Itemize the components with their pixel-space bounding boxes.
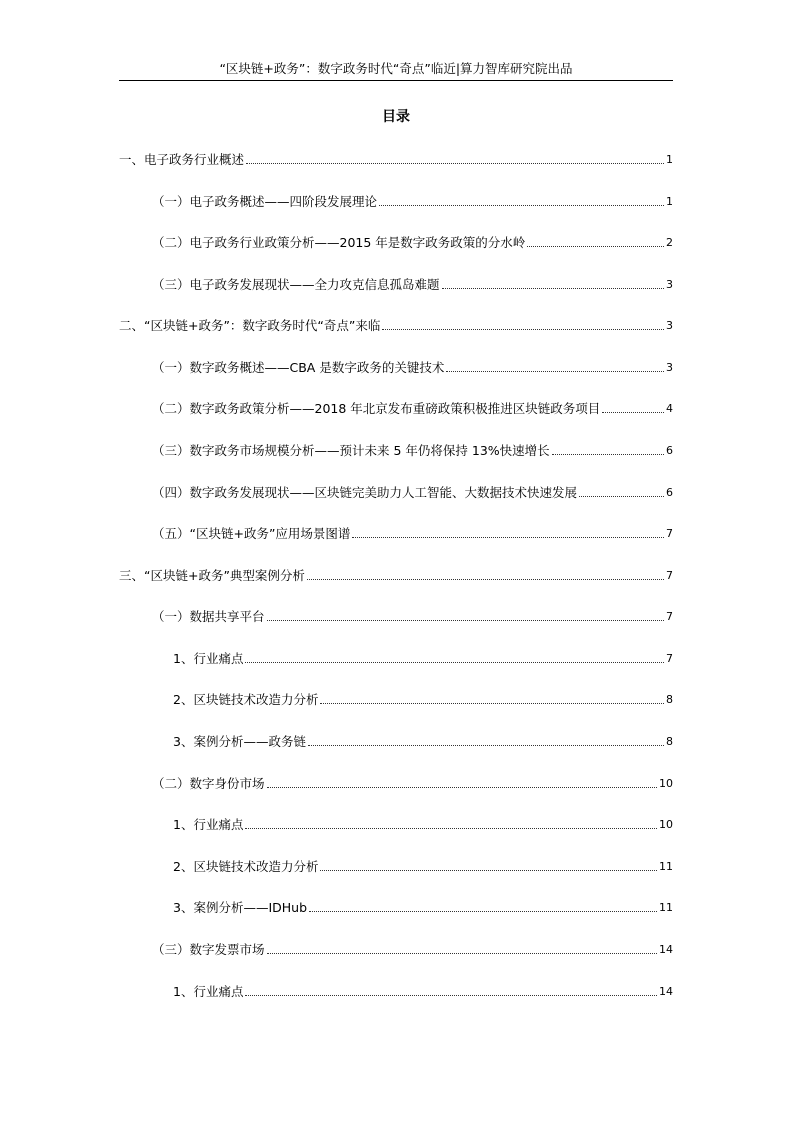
toc-entry-label: （五）“区块链+政务”应用场景图谱: [152, 526, 351, 541]
toc-entry-page: 7: [666, 569, 673, 582]
dot-leader: [267, 620, 664, 621]
dot-leader: [320, 703, 664, 704]
dot-leader: [442, 288, 664, 289]
dot-leader: [245, 995, 657, 996]
toc-entry-page: 8: [666, 693, 673, 706]
toc-entry-level2[interactable]: [152, 192, 673, 210]
dot-leader: [267, 953, 657, 954]
toc-entry-label: 三、“区块链+政务”典型案例分析: [119, 568, 305, 583]
toc-entry-label: 3、案例分析——政务链: [173, 734, 306, 749]
header-divider: [119, 80, 673, 81]
toc-entry-page: 14: [659, 985, 673, 998]
toc-entry-page: 11: [659, 901, 673, 914]
toc-entry-level2[interactable]: [152, 399, 673, 417]
toc-entry-level3[interactable]: [173, 690, 673, 708]
toc-entry-label: （二）数字身份市场: [152, 776, 265, 791]
toc-entry-label: 2、区块链技术改造力分析: [173, 692, 319, 707]
toc-entry-label: 3、案例分析——IDHub: [173, 900, 308, 915]
dot-leader: [245, 662, 664, 663]
dot-leader: [379, 205, 664, 206]
toc-entry-label: 1、行业痛点: [173, 651, 244, 666]
toc-entry-level2[interactable]: [152, 607, 673, 625]
toc-entry-page: 1: [666, 153, 673, 166]
toc-entry-level3[interactable]: [173, 732, 673, 750]
toc-entry-page: 7: [666, 610, 673, 623]
dot-leader: [527, 246, 664, 247]
toc-entry-level1[interactable]: [119, 566, 673, 584]
dot-leader: [352, 537, 664, 538]
toc-entry-label: （一）电子政务概述——四阶段发展理论: [152, 194, 378, 209]
dot-leader: [309, 911, 657, 912]
toc-entry-page: 3: [666, 319, 673, 332]
dot-leader: [579, 496, 664, 497]
toc-entry-label: （一）数据共享平台: [152, 609, 265, 624]
toc-entry-page: 6: [666, 486, 673, 499]
dot-leader: [320, 870, 657, 871]
dot-leader: [308, 745, 664, 746]
toc-entry-label: （二）电子政务行业政策分析——2015 年是数字政务政策的分水岭: [152, 235, 526, 250]
toc-entry-page: 7: [666, 652, 673, 665]
toc-entry-label: （三）数字发票市场: [152, 942, 265, 957]
toc-entry-level3[interactable]: [173, 982, 673, 1000]
toc-entry-label: 二、“区块链+政务”：数字政务时代“奇点”来临: [119, 318, 381, 333]
toc-entry-page: 14: [659, 943, 673, 956]
dot-leader: [552, 454, 664, 455]
toc-entry-level2[interactable]: [152, 483, 673, 501]
toc-entry-level3[interactable]: [173, 898, 673, 916]
toc-entry-page: 3: [666, 361, 673, 374]
toc-entry-page: 2: [666, 236, 673, 249]
toc-entry-page: 10: [659, 777, 673, 790]
toc-entry-level1[interactable]: [119, 316, 673, 334]
toc-entry-label: 2、区块链技术改造力分析: [173, 859, 319, 874]
dot-leader: [267, 787, 657, 788]
toc-entry-level2[interactable]: [152, 940, 673, 958]
toc-entry-page: 4: [666, 402, 673, 415]
toc-entry-level2[interactable]: [152, 774, 673, 792]
toc-entry-page: 8: [666, 735, 673, 748]
page-header: “区块链+政务”：数字政务时代“奇点”临近|算力智库研究院出品: [219, 61, 573, 76]
dot-leader: [307, 579, 664, 580]
toc-entry-page: 1: [666, 195, 673, 208]
toc-entry-label: （一）数字政务概述——CBA 是数字政务的关键技术: [152, 360, 445, 375]
toc-entry-level1[interactable]: [119, 150, 673, 168]
dot-leader: [245, 828, 657, 829]
toc-entry-level2[interactable]: [152, 233, 673, 251]
toc-entry-page: 3: [666, 278, 673, 291]
toc-entry-level2[interactable]: [152, 524, 673, 542]
toc-entry-label: （三）电子政务发展现状——全力攻克信息孤岛难题: [152, 277, 440, 292]
toc-entry-page: 6: [666, 444, 673, 457]
toc-title: 目录: [382, 109, 410, 125]
toc-entry-label: （二）数字政务政策分析——2018 年北京发布重磅政策积极推进区块链政务项目: [152, 401, 601, 416]
toc-entry-label: 1、行业痛点: [173, 817, 244, 832]
toc-entry-label: （四）数字政务发展现状——区块链完美助力人工智能、大数据技术快速发展: [152, 485, 578, 500]
dot-leader: [246, 163, 664, 164]
toc-entry-label: （三）数字政务市场规模分析——预计未来 5 年仍将保持 13%快速增长: [152, 443, 550, 458]
toc-entry-level2[interactable]: [152, 275, 673, 293]
toc-entry-level2[interactable]: [152, 358, 673, 376]
dot-leader: [446, 371, 664, 372]
toc-entry-level3[interactable]: [173, 815, 673, 833]
dot-leader: [382, 329, 664, 330]
toc-entry-page: 10: [659, 818, 673, 831]
toc-entry-level3[interactable]: [173, 649, 673, 667]
toc-entry-page: 11: [659, 860, 673, 873]
toc-entry-level2[interactable]: [152, 441, 673, 459]
toc-entry-label: 一、电子政务行业概述: [119, 152, 245, 167]
dot-leader: [602, 412, 664, 413]
toc-entry-label: 1、行业痛点: [173, 984, 244, 999]
toc-entry-page: 7: [666, 527, 673, 540]
toc-entry-level3[interactable]: [173, 857, 673, 875]
